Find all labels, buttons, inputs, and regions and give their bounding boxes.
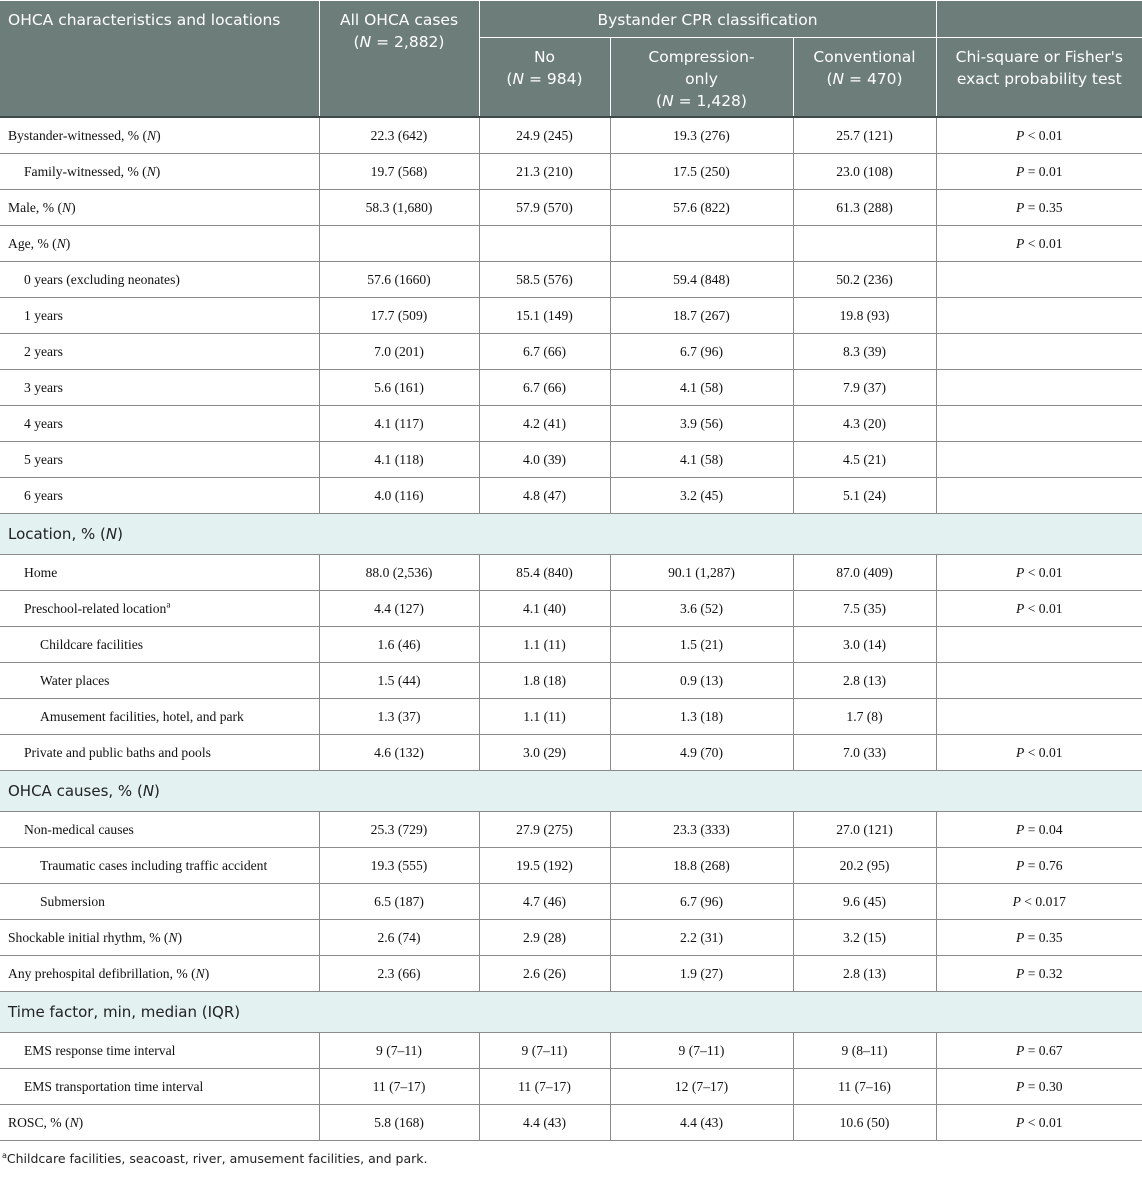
table-row [0, 334, 1142, 370]
row-label [0, 848, 319, 884]
row-label [0, 1105, 319, 1141]
cell-conventional: 7.9 (37) [793, 370, 936, 406]
cell-compression-only: 3.2 (45) [610, 478, 793, 514]
cell-p-value [936, 627, 1142, 663]
cell-compression-only: 4.1 (58) [610, 442, 793, 478]
table-row [0, 1033, 1142, 1069]
table-row [0, 442, 1142, 478]
cell-all-cases: 22.3 (642) [319, 117, 479, 154]
row-label-text: 3 years [24, 379, 63, 395]
table-row [0, 190, 1142, 226]
footnote-ref: a [166, 598, 171, 609]
section-row [0, 992, 1142, 1033]
cell-p-value: P < 0.01 [936, 226, 1142, 262]
cell-all-cases: 5.6 (161) [319, 370, 479, 406]
cell-compression-only: 18.8 (268) [610, 848, 793, 884]
row-label-text: Family-witnessed, % (N) [24, 163, 161, 179]
header-characteristics: OHCA characteristics and locations [0, 1, 319, 118]
row-label [0, 442, 319, 478]
cell-compression-only: 9 (7–11) [610, 1033, 793, 1069]
cell-compression-only: 12 (7–17) [610, 1069, 793, 1105]
row-label [0, 627, 319, 663]
table-row [0, 406, 1142, 442]
cell-conventional: 4.3 (20) [793, 406, 936, 442]
cell-no-cpr: 3.0 (29) [479, 735, 610, 771]
cell-all-cases [319, 226, 479, 262]
cell-all-cases: 25.3 (729) [319, 812, 479, 848]
cell-conventional: 4.5 (21) [793, 442, 936, 478]
cell-all-cases: 1.3 (37) [319, 699, 479, 735]
row-label [0, 262, 319, 298]
cell-no-cpr: 57.9 (570) [479, 190, 610, 226]
row-label-text: Childcare facilities [40, 636, 144, 652]
row-label [0, 298, 319, 334]
header-compression-only [610, 38, 793, 118]
cell-compression-only [610, 226, 793, 262]
table-row [0, 920, 1142, 956]
footnote [0, 1141, 1142, 1166]
footnote-marker: a [2, 1150, 7, 1160]
cell-compression-only: 4.1 (58) [610, 370, 793, 406]
cell-compression-only: 23.3 (333) [610, 812, 793, 848]
cell-conventional: 87.0 (409) [793, 555, 936, 591]
cell-compression-only: 4.9 (70) [610, 735, 793, 771]
header-all-cases-label: All OHCA cases [339, 11, 459, 29]
cell-conventional: 7.5 (35) [793, 591, 936, 627]
row-label [0, 699, 319, 735]
header-test [936, 38, 1142, 118]
cell-p-value [936, 334, 1142, 370]
cell-all-cases: 4.6 (132) [319, 735, 479, 771]
cell-compression-only: 1.9 (27) [610, 956, 793, 992]
cell-compression-only: 0.9 (13) [610, 663, 793, 699]
cell-no-cpr: 19.5 (192) [479, 848, 610, 884]
cell-p-value: P = 0.35 [936, 190, 1142, 226]
row-label-text: EMS response time interval [24, 1042, 176, 1058]
row-label [0, 334, 319, 370]
cell-p-value: P = 0.32 [936, 956, 1142, 992]
cell-no-cpr: 11 (7–17) [479, 1069, 610, 1105]
cell-conventional: 3.2 (15) [793, 920, 936, 956]
header-conventional [793, 38, 936, 118]
cell-p-value [936, 406, 1142, 442]
cell-conventional: 11 (7–16) [793, 1069, 936, 1105]
cell-no-cpr: 4.4 (43) [479, 1105, 610, 1141]
cell-no-cpr [479, 226, 610, 262]
row-label-text: Non-medical causes [24, 821, 134, 837]
cell-compression-only: 90.1 (1,287) [610, 555, 793, 591]
cell-p-value: P = 0.35 [936, 920, 1142, 956]
section-row [0, 771, 1142, 812]
row-label [0, 1033, 319, 1069]
cell-p-value [936, 370, 1142, 406]
cell-p-value [936, 478, 1142, 514]
table-row [0, 663, 1142, 699]
table-row [0, 298, 1142, 334]
cell-p-value [936, 262, 1142, 298]
cell-compression-only: 57.6 (822) [610, 190, 793, 226]
cell-no-cpr: 6.7 (66) [479, 334, 610, 370]
cell-conventional: 5.1 (24) [793, 478, 936, 514]
header-no-label: No [533, 48, 556, 66]
cell-compression-only: 2.2 (31) [610, 920, 793, 956]
cell-all-cases: 2.6 (74) [319, 920, 479, 956]
cell-all-cases: 7.0 (201) [319, 334, 479, 370]
row-label [0, 478, 319, 514]
row-label-text: Submersion [40, 893, 105, 909]
cell-no-cpr: 4.1 (40) [479, 591, 610, 627]
cell-all-cases: 57.6 (1660) [319, 262, 479, 298]
section-title: Time factor, min, median (IQR) [0, 992, 1142, 1033]
row-label [0, 884, 319, 920]
section-title: OHCA causes, % (N) [0, 771, 1142, 812]
cell-all-cases: 19.7 (568) [319, 154, 479, 190]
cell-conventional: 19.8 (93) [793, 298, 936, 334]
table-row [0, 555, 1142, 591]
cell-no-cpr: 2.6 (26) [479, 956, 610, 992]
row-label [0, 812, 319, 848]
cell-no-cpr: 6.7 (66) [479, 370, 610, 406]
row-label-text: Private and public baths and pools [24, 744, 211, 760]
cell-no-cpr: 15.1 (149) [479, 298, 610, 334]
row-label-text: Age, % (N) [8, 235, 71, 251]
cell-all-cases: 4.1 (118) [319, 442, 479, 478]
cell-no-cpr: 1.8 (18) [479, 663, 610, 699]
cell-conventional: 20.2 (95) [793, 848, 936, 884]
cell-compression-only: 6.7 (96) [610, 884, 793, 920]
row-label [0, 555, 319, 591]
row-label-text: 2 years [24, 343, 63, 359]
cell-all-cases: 1.6 (46) [319, 627, 479, 663]
cell-conventional: 25.7 (121) [793, 117, 936, 154]
row-label-text: 1 years [24, 307, 63, 323]
table-row [0, 154, 1142, 190]
cell-conventional: 50.2 (236) [793, 262, 936, 298]
table-row [0, 117, 1142, 154]
table-row [0, 699, 1142, 735]
table-row [0, 591, 1142, 627]
cell-compression-only: 6.7 (96) [610, 334, 793, 370]
row-label [0, 663, 319, 699]
row-label-text: Water places [40, 672, 110, 688]
cell-all-cases: 4.1 (117) [319, 406, 479, 442]
table-row [0, 735, 1142, 771]
table-header [0, 1, 1142, 118]
row-label [0, 735, 319, 771]
table-row [0, 884, 1142, 920]
row-label-text: Traumatic cases including traffic accident [40, 857, 268, 873]
row-label [0, 920, 319, 956]
row-label-text: 6 years [24, 487, 63, 503]
row-label [0, 1069, 319, 1105]
row-label-text: Any prehospital defibrillation, % (N) [8, 965, 210, 981]
cell-conventional: 2.8 (13) [793, 663, 936, 699]
header-all-cases [319, 1, 479, 118]
cell-p-value: P = 0.01 [936, 154, 1142, 190]
cell-conventional: 3.0 (14) [793, 627, 936, 663]
cell-compression-only: 3.9 (56) [610, 406, 793, 442]
cell-no-cpr: 21.3 (210) [479, 154, 610, 190]
header-no-n: (N = 984) [506, 70, 583, 88]
cell-conventional: 23.0 (108) [793, 154, 936, 190]
cell-p-value: P = 0.30 [936, 1069, 1142, 1105]
cell-conventional: 2.8 (13) [793, 956, 936, 992]
row-label [0, 154, 319, 190]
section-row [0, 514, 1142, 555]
cell-no-cpr: 9 (7–11) [479, 1033, 610, 1069]
cell-conventional: 61.3 (288) [793, 190, 936, 226]
header-compression-line1: Compression- [648, 48, 755, 66]
cell-no-cpr: 1.1 (11) [479, 627, 610, 663]
row-label-text: EMS transportation time interval [24, 1078, 204, 1094]
cell-no-cpr: 4.8 (47) [479, 478, 610, 514]
cell-p-value: P = 0.76 [936, 848, 1142, 884]
cell-conventional: 27.0 (121) [793, 812, 936, 848]
cell-conventional: 1.7 (8) [793, 699, 936, 735]
cell-conventional: 8.3 (39) [793, 334, 936, 370]
cell-all-cases: 11 (7–17) [319, 1069, 479, 1105]
cell-p-value: P < 0.01 [936, 1105, 1142, 1141]
cell-all-cases: 19.3 (555) [319, 848, 479, 884]
cell-all-cases: 5.8 (168) [319, 1105, 479, 1141]
header-test-line2: exact probability test [956, 70, 1122, 88]
header-test-line1: Chi-square or Fisher's [955, 48, 1123, 66]
table-row [0, 1105, 1142, 1141]
cell-p-value [936, 442, 1142, 478]
cell-compression-only: 1.5 (21) [610, 627, 793, 663]
row-label-text: 0 years (excluding neonates) [24, 271, 180, 287]
cell-conventional: 10.6 (50) [793, 1105, 936, 1141]
cell-no-cpr: 27.9 (275) [479, 812, 610, 848]
cell-all-cases: 4.4 (127) [319, 591, 479, 627]
cell-p-value: P < 0.01 [936, 735, 1142, 771]
row-label [0, 117, 319, 154]
row-label-text: Bystander-witnessed, % (N) [8, 127, 161, 143]
row-label [0, 370, 319, 406]
cell-compression-only: 59.4 (848) [610, 262, 793, 298]
cell-p-value [936, 663, 1142, 699]
table-row [0, 812, 1142, 848]
cell-conventional [793, 226, 936, 262]
cell-all-cases: 2.3 (66) [319, 956, 479, 992]
cell-compression-only: 4.4 (43) [610, 1105, 793, 1141]
cell-compression-only: 1.3 (18) [610, 699, 793, 735]
cell-conventional: 9 (8–11) [793, 1033, 936, 1069]
cell-all-cases: 6.5 (187) [319, 884, 479, 920]
row-label-text: 5 years [24, 451, 63, 467]
cell-p-value: P = 0.04 [936, 812, 1142, 848]
table-row [0, 627, 1142, 663]
cell-compression-only: 19.3 (276) [610, 117, 793, 154]
cell-all-cases: 17.7 (509) [319, 298, 479, 334]
row-label-text: 4 years [24, 415, 63, 431]
row-label-text: Home [24, 564, 58, 580]
cell-all-cases: 1.5 (44) [319, 663, 479, 699]
header-bystander-cpr-group: Bystander CPR classification [479, 1, 936, 38]
section-title: Location, % (N) [0, 514, 1142, 555]
cell-p-value: P < 0.017 [936, 884, 1142, 920]
row-label-text: Shockable initial rhythm, % (N) [8, 929, 183, 945]
footnote-text: Childcare facilities, seacoast, river, amusement facilities, and park. [6, 1151, 428, 1166]
cell-compression-only: 3.6 (52) [610, 591, 793, 627]
cell-no-cpr: 4.0 (39) [479, 442, 610, 478]
cell-all-cases: 88.0 (2,536) [319, 555, 479, 591]
cell-no-cpr: 4.2 (41) [479, 406, 610, 442]
cell-compression-only: 18.7 (267) [610, 298, 793, 334]
table-row [0, 226, 1142, 262]
table-row [0, 848, 1142, 884]
table-row [0, 262, 1142, 298]
row-label-text: Preschool-related location [24, 600, 167, 616]
cell-no-cpr: 1.1 (11) [479, 699, 610, 735]
header-conventional-label: Conventional [813, 48, 916, 66]
table-body [0, 117, 1142, 1141]
table-row [0, 1069, 1142, 1105]
header-conventional-n: (N = 470) [826, 70, 903, 88]
table-row [0, 956, 1142, 992]
cell-no-cpr: 4.7 (46) [479, 884, 610, 920]
row-label-text: Male, % (N) [8, 199, 76, 215]
table-row [0, 370, 1142, 406]
cell-no-cpr: 2.9 (28) [479, 920, 610, 956]
cell-p-value: P = 0.67 [936, 1033, 1142, 1069]
cell-no-cpr: 24.9 (245) [479, 117, 610, 154]
row-label [0, 956, 319, 992]
cell-p-value [936, 298, 1142, 334]
cell-all-cases: 9 (7–11) [319, 1033, 479, 1069]
header-all-cases-n: (N = 2,882) [353, 33, 445, 51]
header-no [479, 38, 610, 118]
cell-compression-only: 17.5 (250) [610, 154, 793, 190]
header-compression-n: (N = 1,428) [656, 92, 747, 110]
cell-p-value [936, 699, 1142, 735]
cell-no-cpr: 85.4 (840) [479, 555, 610, 591]
header-compression-line2: only [685, 70, 718, 88]
cell-conventional: 7.0 (33) [793, 735, 936, 771]
row-label [0, 591, 319, 627]
row-label-text: Amusement facilities, hotel, and park [40, 708, 244, 724]
cell-all-cases: 58.3 (1,680) [319, 190, 479, 226]
cell-p-value: P < 0.01 [936, 555, 1142, 591]
header-blank [936, 1, 1142, 38]
row-label [0, 190, 319, 226]
row-label-text: ROSC, % (N) [8, 1114, 84, 1130]
cell-no-cpr: 58.5 (576) [479, 262, 610, 298]
table-row [0, 478, 1142, 514]
row-label [0, 406, 319, 442]
cell-conventional: 9.6 (45) [793, 884, 936, 920]
cell-p-value: P < 0.01 [936, 117, 1142, 154]
row-label [0, 226, 319, 262]
cell-p-value: P < 0.01 [936, 591, 1142, 627]
cell-all-cases: 4.0 (116) [319, 478, 479, 514]
